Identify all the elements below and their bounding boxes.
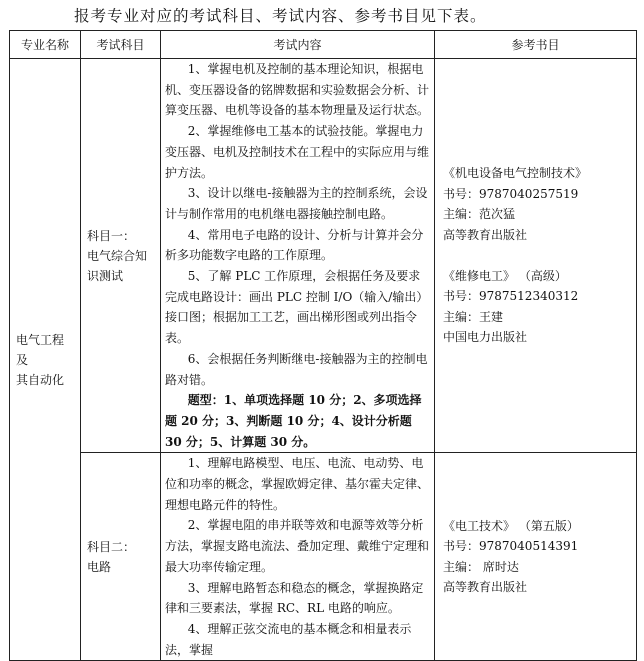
book-title: 《电工技术》 （第五版） [443, 518, 579, 533]
subject-2-name: 科目二： 电路 [81, 453, 161, 661]
intro-text: 报考专业对应的考试科目、考试内容、参考书目见下表。 [74, 7, 487, 25]
book-editor: 主编： 席时达 [443, 559, 519, 574]
header-content: 考试内容 [161, 31, 435, 59]
subject-1-name: 科目一： 电气综合知 识测试 [81, 59, 161, 453]
book-editor: 主编：王建 [443, 309, 504, 324]
subject-1-books [435, 59, 637, 453]
content-item: 5、了解 PLC 工作原理，会根据任务及要求完成电路设计：画出 PLC 控制 I/O（输入/输出）接口图；根据加工工艺，画出梯形图或列出指令表。 [165, 269, 429, 346]
content-item: 3、理解电路暂态和稳态的概念，掌握换路定律和三要素法，掌握 RC、RL 电路的响应。 [165, 580, 424, 616]
book-editor: 主编：范次猛 [443, 207, 516, 222]
book-publisher: 中国电力出版社 [443, 330, 528, 345]
book-isbn: 书号：9787040514391 [443, 539, 579, 554]
content-item: 1、掌握电机及控制的基本理论知识，根据电机、变压器设备的铭牌数据和实验数据会分析、计算变压器、电机等设备的基本物理量及运行状态。 [165, 62, 430, 118]
content-item: 2、掌握维修电工基本的试验技能。掌握电力变压器、电机及控制技术在工程中的实际应用与维护方法。 [165, 124, 430, 180]
major-name: 电气工程及 其自动化 [10, 59, 81, 661]
book-publisher: 高等教育出版社 [443, 227, 528, 242]
header-subject: 考试科目 [81, 31, 161, 59]
book-isbn: 书号：9787040257519 [443, 186, 579, 201]
book-title: 《机电设备电气控制技术》 [443, 166, 588, 181]
content-item: 4、理解正弦交流电的基本概念和相量表示法，掌握 [165, 621, 412, 657]
book-publisher: 高等教育出版社 [443, 580, 528, 595]
content-item: 3、设计以继电-接触器为主的控制系统，会设计与制作常用的电机继电器接触控制电路。 [165, 186, 428, 221]
exam-table [9, 30, 637, 661]
content-item: 6、会根据任务判断继电-接触器为主的控制电路对错。 [165, 351, 428, 387]
subject-1-content [161, 59, 435, 453]
content-item: 1、理解电路模型、电压、电流、电动势、电位和功率的概念，掌握欧姆定律、基尔霍夫定律、理想电路元件的特性。 [165, 456, 430, 512]
content-item: 4、常用电子电路的设计、分析与计算并会分析多功能数字电路的工作原理。 [165, 227, 424, 263]
question-types: 题型：1、单项选择题 10 分；2、多项选择题 20 分；3、判断题 10 分；4、设计分析题 30 分；5、计算题 30 分。 [165, 393, 422, 449]
table-header-row [10, 31, 637, 59]
header-books: 参考书目 [435, 31, 637, 59]
book-isbn: 书号：9787512340312 [443, 289, 579, 304]
content-item: 2、掌握电阻的串并联等效和电源等效等分析方法，掌握支路电流法、叠加定理、戴维宁定理和最大功率传输定理。 [165, 518, 430, 574]
header-major: 专业名称 [10, 31, 81, 59]
book-title: 《维修电工》 （高级） [443, 268, 567, 283]
table-row [10, 59, 637, 453]
